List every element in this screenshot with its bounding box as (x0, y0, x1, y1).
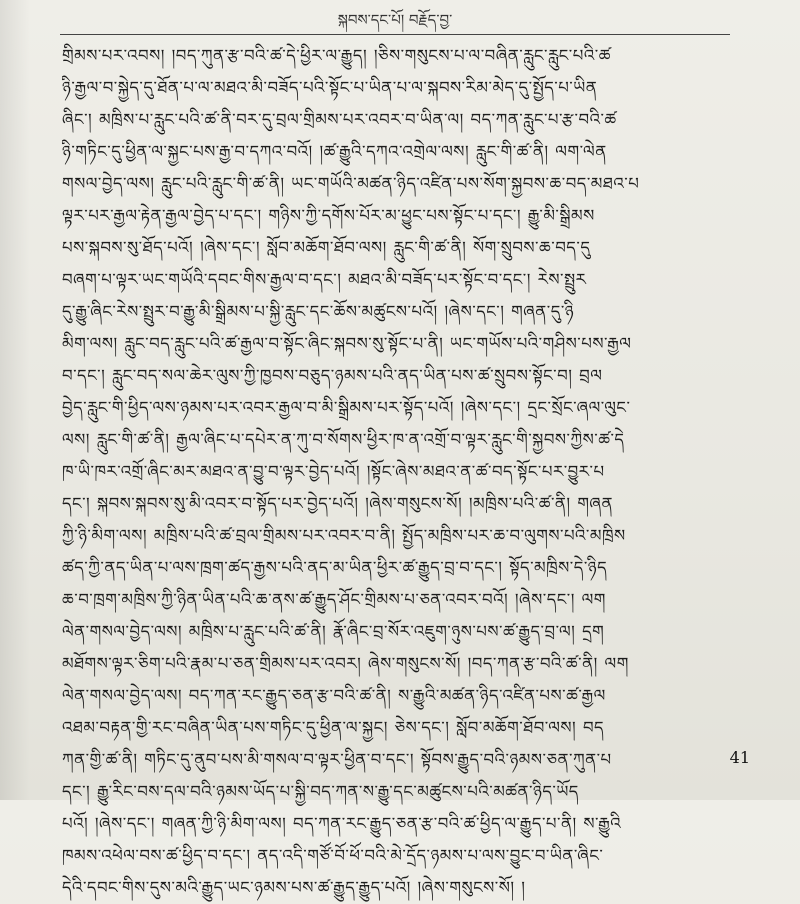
text-line: གསལ་བྱེད་ལས། རླུང་པའི་རླུང་གི་ཚ་ནི། ཡང་གཡོའི་མཚན་ཉིད་འཛིན་པས་སོག་སྐྱབས་ཆ་བད་མཐའ་པ (62, 174, 640, 193)
text-line: ཆ་བ་ཁྲག་མཁྲིས་ཀྱི་ཉིན་ཡིན་པའི་ཆ་ནས་ཚ་རྒྱུད་ཤོང་གྲིམས་པ་ཅན་འབར་བའོ། །ཞེས་དང་། ལག (62, 590, 606, 609)
text-line: པས་སྐབས་སུ་ཐོད་པའོ། །ཞེས་དང་། སློབ་མཆོག་ཐོབ་ལས། རླུང་གི་ཚ་ནི། སོག་སྲུབས་ཆ་བད་དུ (62, 238, 591, 257)
text-line: བྱེད་རླུང་གི་ཕྱིད་ལས་ཉམས་པར་འབར་རྒྱལ་བ་མི་སྒྲིམས་པར་སྟོད་པའོ། །ཞེས་དང་། དྲང་སྲོང་ཞལ་ལུང་ (62, 398, 631, 417)
text-line: དེའི་དབང་གིས་དུས་མའི་རྒྱུད་ཡང་ཉམས་པས་ཚ་རྒྱུད་རྒྱུད་པའོ། །ཞེས་གསུངས་སོ། ། (62, 878, 526, 897)
text-line: ཁ་ཡི་ཁར་འགྲོ་ཞིང་མར་མཐའ་ན་བྱུ་བ་ལྟར་བྱེད་པའོ། །སྟོང་ཞེས་མཐའ་ན་ཚ་བད་སྟོང་པར་བྱུར་པ (62, 462, 605, 481)
text-line: དུ་རྒྱུ་ཞིང་རེས་སྤྲུར་བ་རྒྱུ་མི་སྒྲིམས་པ་སྐྱི་རླུང་དང་ཆོས་མཚུངས་པའོ། །ཞེས་དང་། གཞན་དུ་ཉི (62, 302, 575, 321)
text-line: འཐམ་བརྟན་གྱི་རང་བཞིན་ཡིན་པས་གཏིང་དུ་ཕྱིན་ལ་སྐྱང། ཅེས་དང་། སློབ་མཆོག་ཐོབ་ལས། བད (62, 718, 605, 737)
running-head: སྐབས་དང་པོ། བརྗོད་བྱ་ (60, 8, 730, 35)
text-line: ཀྱི་ཉི་མིག་ལས། མཁྲིས་པའི་ཚ་བྲལ་གྲིམས་པར་འབར་བ་ནི། སྤྱོད་མཁྲིས་པར་ཆ་བ་ལུགས་པའི་མཁྲིས (62, 526, 626, 545)
text-line: ཞིང་། མཁྲིས་པ་རླུང་པའི་ཚ་ནི་བར་དུ་བྲལ་གྲིམས་པར་འབར་བ་ཡིན་ལ། བད་ཀན་རླུང་པ་རྩ་བའི་ཚ (62, 110, 617, 129)
body-text (62, 40, 740, 904)
text-line: བ་དང་། རླུང་བད་སལ་ཆེར་ལུས་ཀྱི་ཁྱབས་བཅུད་ཉམས་པའི་ནད་ཡིན་པས་ཚ་སྲུབས་སྟོང་བ། བྲལ (62, 366, 603, 385)
text-line: དང་། རྒྱུ་རིང་བས་དལ་བའི་ཉམས་ཡོད་པ་སྐྱི་བད་ཀན་ས་རྒྱུ་དང་མཚུངས་པའི་མཚན་ཉིད་ཡོད (62, 782, 579, 801)
text-line: ཁམས་འཕེལ་བས་ཚ་ཕྱིད་བ་དང་། ནད་འདི་གཙོ་བོ་ཕོ་བའི་མེ་དྲོད་ཉམས་པ་ལས་བྱུང་བ་ཡིན་ཞིང་ (62, 846, 604, 865)
text-line: ཉི་རྒྱལ་བ་སྐྱེད་དུ་ཐོན་པ་ལ་མཐའ་མི་བཟོད་པའི་སྟོང་པ་ཡིན་པ་ལ་སྐབས་རིམ་མེད་དུ་སྤྱོད་པ་ཡིན (62, 78, 598, 97)
text-line: ལྟར་པར་རྒྱལ་རྟེན་རྒྱལ་བྱེད་པ་དང་། གཉིས་ཀྱི་དགོས་པོར་མ་ཕྱུང་པས་སྟོང་པ་དང་། རྒྱུ་མི་སྒྲིམས (62, 206, 595, 225)
gutter-shadow (0, 0, 30, 800)
text-line: བཞག་པ་ལྟར་ཡང་གཡོའི་དབང་གིས་རྒྱལ་བ་དང་། མཐའ་མི་བཟོད་པར་སྟོང་བ་དང་། རེས་སྤྲུར (62, 270, 587, 289)
text-line: མཐོགས་ལྟར་ཅིག་པའི་རྣམ་པ་ཅན་གྲིམས་པར་འབར། ཞེས་གསུངས་སོ། །བད་ཀན་རྩ་བའི་ཚ་ནི། ལག (62, 654, 629, 673)
text-line: ཚད་ཀྱི་ནད་ཡིན་པ་ལས་ཁྲག་ཚད་རྒྱས་པའི་ནད་མ་ཡིན་ཕྱིར་ཚ་རྒྱུད་བྲ་བ་དང་། སྟོད་མཁྲིས་དེ་ཉིད (62, 558, 608, 577)
text-line: ཀན་གྱི་ཚ་ནི། གཏིང་དུ་ནུབ་པས་མི་གསལ་བ་ལྟར་ཕྱིན་བ་དང་། སྟོབས་རྒྱུད་བའི་ཉམས་ཅན་ཀུན་པ (62, 750, 612, 769)
text-line: ལས། རླུང་གི་ཚ་ནི། རྒྱལ་ཞིང་པ་དཔེར་ན་ཀུ་བ་སོགས་ཕྱིར་ཁ་ན་འགྲོ་བ་ལྟར་རླུང་གི་སྐྱབས་ཀྱིས་ཚ་དེ (62, 430, 625, 449)
text-line: དང་། སྐབས་སྐབས་སུ་མི་འབར་བ་སྟོད་པར་བྱེད་པའོ། །ཞེས་གསུངས་སོ། །མཁྲིས་པའི་ཚ་ནི། གཞན (62, 494, 613, 513)
page-number: 41 (729, 748, 750, 767)
text-line: ཉི་གཏིང་དུ་ཕྱིན་ལ་སྐྱང་པས་རྒྱ་བ་དཀའ་བའོ། །ཚ་རྒྱུའི་དཀའ་འགྲེལ་ལས། རླུང་གི་ཚ་ནི། ལག་ལེན (62, 142, 607, 161)
text-line: མིག་ལས། རླུང་བད་རླུང་པའི་ཚ་རྒྱལ་བ་སྟོང་ཞིང་སྐབས་སུ་སྟོང་པ་ནི། ཡང་གཡོས་པའི་གཤིས་པས་རྒྱལ (62, 334, 632, 353)
text-line: པའོ། །ཞེས་དང་། གཞན་ཀྱི་ཉི་མིག་ལས། བད་ཀན་རང་རྒྱུད་ཅན་རྩ་བའི་ཚ་ཕྱིད་ལ་རྒྱུད་པ་ནི། ས་རྒྱུའི (62, 814, 622, 833)
text-line: ལེན་གསལ་བྱེད་ལས། བད་ཀན་རང་རྒྱུད་ཅན་རྩ་བའི་ཚ་ནི། ས་རྒྱུའི་མཚན་ཉིད་འཛིན་པས་ཚ་རྒྱལ (62, 686, 606, 705)
text-line: གྲིམས་པར་འབས། །བད་ཀུན་རྩ་བའི་ཚ་དེ་ཕྱིར་ལ་རྒྱུད། །ཅིས་གསུངས་པ་ལ་བཞིན་རླུང་རླུང་པའི་ཚ (62, 46, 611, 65)
text-line: ལེན་གསལ་བྱེད་ལས། མཁྲིས་པ་རླུང་པའི་ཚ་ནི། རྣོ་ཞིང་བྲ་སོར་འཇུག་ཉུས་པས་ཚ་རྒྱུད་བྲ་ལ། དྲག (62, 622, 605, 641)
